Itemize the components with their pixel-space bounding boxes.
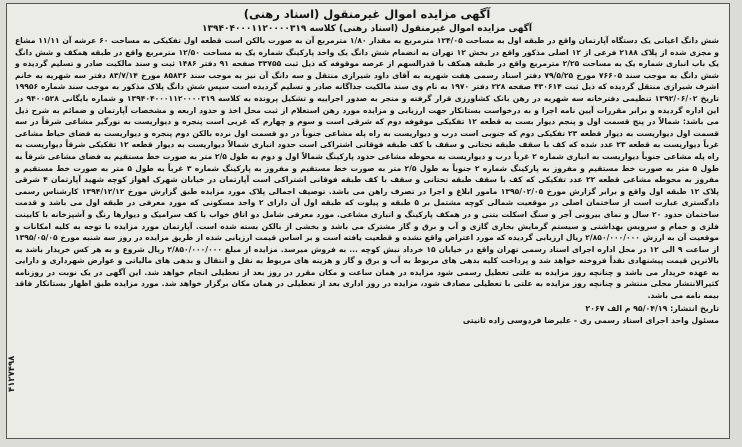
notice-footer-date: تاریخ انتشار: ۹۵/۰۴/۱۹ م الف ۲۰۶۷ [585, 303, 719, 313]
side-reference-code: ۴۱۲۷۴۹۸ [7, 355, 17, 393]
notice-body: شش دانگ اعیانی یک دستگاه آپارتمان واقع در طبقه اول به مساحت ۱۲۴/۰۵ مترمربع به مقدار ۱/۸۰ مترمربع آن به صورت بالکن است قطعه اول تفکیکی به مساحت ۶۰ عرشه آن ۱۱/۱۱ مشاع و مجزی شده از پلاک ۲۱۸۸ فرعی از ۱۲ اصلی مذکور واقع در بخش ۱۲ تهران به انضمام شش دانگ یک واحد پارکینگ شماره یک به مساحت ۱۲/۵۰ مترمربع واقع در طبقه همکف و شش دانگ یک باب انباری شماره یک به مساحت ۲/۲۵ مترمربع واقع در طبقه همکف با قدرالسهم از عرصه موقوفه که ذیل ثبت ۳۳۷۵۵ صفحه ۹۱ دفتر ۱۴۸۶ ثبت و سند مالکیت صادر و تسلیم گردیده و شش دانگ به موجب سند ۷۶۶۰۵ مورخ ۷۹/۵/۲۵ دفتر اسناد رسمی هفت شهریه به آقای داود شیرازی منتقل و سه دانگ آن نیز به موجب سند ۸۵۸۳۶ مورخ ۸۳/۷/۱۴ دفتر سه شهریه به خانم اشرف شیرازی منتقل گردیده که ذیل ثبت ۴۳۰۶۱۴ صفحه ۲۲۸ دفتر ۱۹۷۰ به نام وی سند مالکیت جداگانه صادر و تسلیم گردیده است سپس شش دانگ پلاک مذکور به موجب سند شماره ۱۹۹۵۶ تاریخ ۱۳۹۲/۰۶/۰۲ تنظیمی دفترخانه سه شهریه در رهن بانک کشاورزی قرار گرفته و منجر به صدور اجراییه و تشکیل پرونده به کلاسه ۱۳۹۴۰۴۰۰۰۱۱۲۰۰۰۰۳۱۹ و شماره بایگانی ۹۴۰۰۵۲۸ در این اداره گردیده و برابر مقررات آیین نامه اجرا و به درخواست بستانکار جهت ارزیابی و مزایده مورد رهن استعلام از ثبت محل اخذ و حدود اربعه و مشخصات آپارتمان و ضمائم به شرح ذیل می باشد: شمالاً در پنج قسمت اول و پنجم دیوار بست به قطعه ۱۲ تفکیکی موقوفه دوم که شرقی است و سوم و چهارم که غربی است پنجره و دیواریست به نورگیر مشاعی شرقاً در سه قسمت اول دیواریست به دیوار قطعه ۲۳ تفکیکی دوم که جنوبی است درب و دیواریست به راه پله مشاعی جنوباً در دو قسمت اول نرده بالکن دوم پنجره و دیواریست به فضای حیاط مشاعی غرباً دیواریست به قطعه ۲۳ عدد شده که کف با سقف طبقه تحتانی و سقف با کف طبقه فوقانی اشتراکی است حدود انباری شمالاً دیواریست به دیوار قطعه ۱۲ تفکیکی شرقاً دیواریست به راه پله مشاعی جنوباً دیواریست به انباری شماره ۲ غرباً درب و دیواریست به محوطه مشاعی حدود پارکینگ شمالاً اول و دوم به طول ۲/۵ متر به صورت خط مستقیم به فضای مشاعی شرقاً به طول ۵ متر به صورت خط مستقیم و مفروز به پارکینگ شماره ۲ جنوباً به طول ۲/۵ متر به صورت خط مستقیم و مفروز به پارکینگ شماره ۳ غرباً به طول ۵ متر به صورت خط مستقیم و مفروز به محوطه مشاعی قطعه ۲۲ عدد تفکیکی که کف با سقف طبقه تحتانی و سقف با کف طبقه فوقانی اشتراکی است آپارتمان در خیابان شهرک اهواز کوچه شهید آپارتمان ۴ شرقی پلاک ۱۲ طبقه اول واقع و برابر گزارش مورخ ۱۳۹۵/۰۲/۰۵ مامور ابلاغ و اجرا در تصرف راهن می باشد. توصیف اجمالی پلاک مورد مزایده طبق گزارش مورخ ۱۳۹۴/۱۲/۱۲ کارشناس رسمی دادگستری عبارت است از ساختمان اصلی در موقعیت شمالی کوچه مشتمل بر ۵ طبقه و پیلوت که طبقه اول آن دارای ۲ واحد مسکونی که مورد معرفی در طبقه اول می باشد و قدمت ساختمان حدود ۲۰ سال و نمای بیرونی آجر و سنگ اسکلت بتنی و در همکف پارکینگ و انباری مشاعی. مورد معرفی شامل دو اتاق خواب با کف سرامیک و دیوارها رنگ و آشپزخانه با کابینت فلزی و حمام و سرویس بهداشتی و سیستم گرمایش بخاری گازی و آب و برق و گاز مشترک می باشد و بخشی از بالکن بسته شده است. آپارتمان مورد مزایده با توجه به کلیه امکانات و موقعیت آن به ارزش ۲/۸۵۰/۰۰۰/۰۰۰ ریال ارزیابی گردیده که مورد اعتراض واقع نشده و قطعیت یافته است و بر اساس قیمت ارزیابی شده از طریق مزایده در روز سه شنبه مورخ ۱۳۹۵/۰۵/۰۵ از ساعت ۹ الی ۱۲ در محل اداره اجرای اسناد رسمی تهران واقع در خیابان ۱۵ خرداد نبش کوچه ... به فروش میرسد. مزایده از مبلغ ۲/۸۵۰/۰۰۰/۰۰۰ ریال شروع و به هر کس خریدار باشد به بالاترین قیمت پیشنهادی نقداً فروخته خواهد شد و پرداخت کلیه بدهی های مربوط به آب و برق و گاز و هزینه های مربوط به نقل و انتقال و بدهی های مالیاتی و عوارض شهرداری و دارایی به عهده خریدار می باشد و چنانچه روز مزایده به علتی تعطیل رسمی شود مزایده در همان ساعت و مکان مقرر در روز بعد از تعطیلی انجام خواهد شد. این آگهی در یک نوبت در روزنامه کثیرالانتشار محلی منتشر و چنانچه روز مزایده به علتی با تعطیلی مصادف شود، مزایده در روز اداری بعد از تعطیلی در همان مکان برگزار خواهد شد. مورد مزایده طبق اظهار بستانکار فاقد بیمه نامه می باشد. [15, 36, 720, 301]
notice-subtitle: آگهی مزایده اموال غیرمنقول (اسناد رهنی) کلاسه ۱۳۹۴۰۴۰۰۰۱۱۲۰۰۰۰۳۱۹ [201, 24, 533, 34]
notice-title: آگهی مزایده اموال غیرمنقول (اسناد رهنی) [243, 7, 491, 21]
notice-footer-signature: مسئول واحد اجرای اسناد رسمی ری - علیرضا فردوسی زاده ثانیتی [462, 316, 719, 326]
auction-notice [6, 3, 730, 439]
